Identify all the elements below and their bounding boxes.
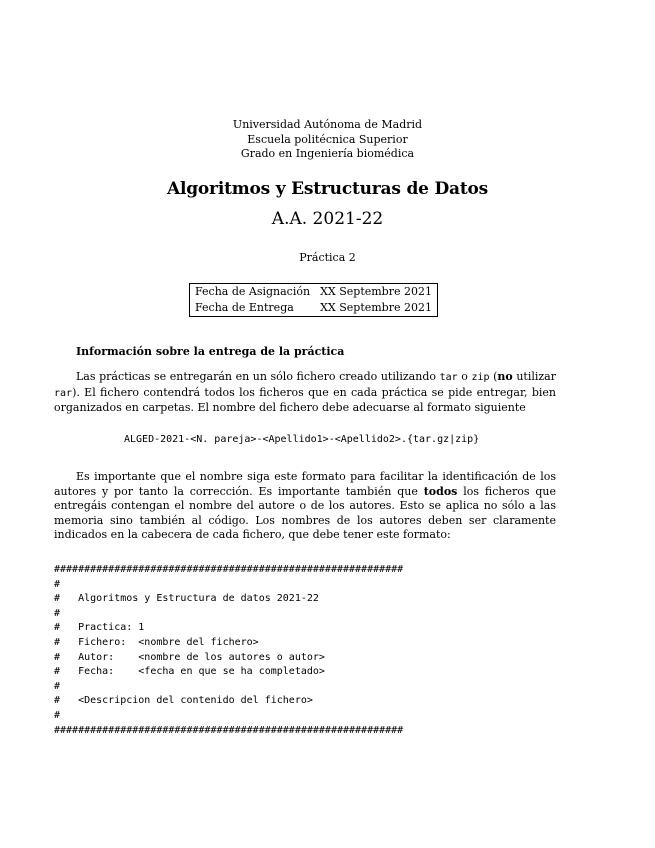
text-span: utilizar (512, 370, 556, 383)
code-line: # (54, 709, 61, 721)
code-line: # Fecha: <fecha en que se ha completado> (54, 666, 325, 678)
table-row (190, 284, 438, 301)
institution-header (0, 118, 655, 162)
filename-format: ALGED-2021-<N. pareja>-<Apellido1>-<Apellido2>.{tar.gz|zip} (124, 434, 480, 445)
assignment-date-value: XX Septembre 2021 (320, 285, 432, 298)
text-span: Las prácticas se entregarán en un sólo fichero creado utilizando (76, 370, 440, 383)
code-line: # (54, 607, 61, 619)
university-name: Universidad Autónoma de Madrid (232, 118, 423, 131)
code-line: # (54, 578, 61, 590)
school-name: Escuela politécnica Superior (247, 132, 408, 146)
zip-code: zip (471, 372, 490, 383)
code-line: # Algoritmos y Estructura de datos 2021-22 (54, 593, 319, 605)
text-span: ( (489, 370, 498, 383)
tar-code: tar (439, 372, 458, 383)
text-span: Es importante que el nombre siga este formato para facilitar la identificación de los autores y por tanto la corrección. Es importante también que (54, 470, 556, 498)
degree-name: Grado en Ingeniería biomédica (240, 147, 415, 160)
code-line: # Practica: 1 (54, 622, 145, 634)
code-line: # Autor: <nombre de los autores o autor> (54, 651, 325, 663)
delivery-date-value: XX Septembre 2021 (320, 301, 432, 314)
text-span: ). El fichero contendrá todos los ficheros que en cada práctica se pide entregar, bien organizados en carpetas. El nombre del fichero debe adecuarse al formato siguiente (54, 385, 556, 414)
naming-paragraph (54, 470, 556, 543)
emphasis-todos: todos (423, 484, 458, 498)
code-line: ########################################################## (54, 564, 404, 575)
text-span: o (457, 370, 472, 383)
section-heading: Información sobre la entrega de la práctica (76, 345, 345, 358)
code-line: # <Descripcion del contenido del fichero> (54, 695, 313, 707)
emphasis-no: no (497, 370, 513, 383)
submission-paragraph (54, 370, 556, 416)
practica-number: Práctica 2 (299, 251, 356, 264)
assignment-date-label: Fecha de Asignación (195, 285, 311, 298)
document-title: Algoritmos y Estructuras de Datos (166, 179, 488, 199)
code-line: # (54, 680, 61, 692)
code-line: # Fichero: <nombre del fichero> (54, 636, 259, 648)
code-line: ########################################################## (54, 724, 404, 736)
delivery-date-label: Fecha de Entrega (195, 301, 294, 314)
academic-year: A.A. 2021-22 (271, 209, 384, 229)
text-span: los ficheros que entregáis contengan el nombre del autore o de los autores. Esto se aplica no sólo a las memoria sino también al código. Los nombres de los autores deben ser claramente indicados en la cabecera de cada fichero, que debe tener este formato: (54, 484, 556, 541)
rar-code: rar (54, 387, 73, 399)
code-header-block (54, 563, 554, 738)
table-row (190, 300, 438, 317)
dates-table (189, 283, 438, 317)
